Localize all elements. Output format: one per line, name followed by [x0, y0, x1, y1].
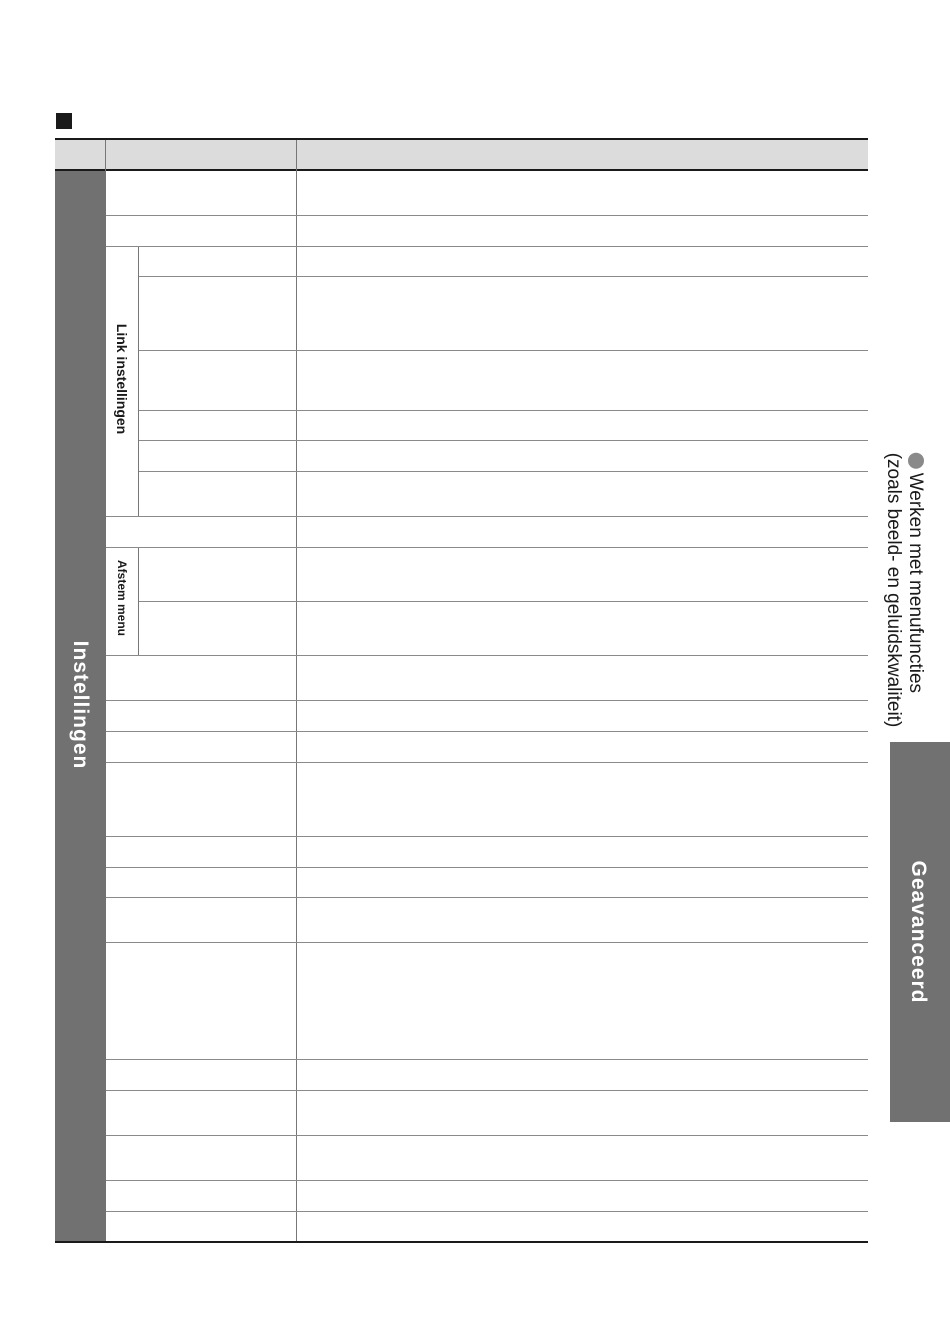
table-row-divider — [106, 1059, 868, 1060]
table-row-divider — [106, 1211, 868, 1212]
table-row-divider — [139, 601, 868, 602]
table-row-divider — [106, 215, 868, 216]
side-tab-label: Geavanceerd — [907, 860, 930, 1004]
group-label: Instellingen — [69, 640, 92, 770]
column-divider — [296, 140, 297, 1241]
page-caption — [882, 453, 926, 728]
header-cell-item — [107, 140, 296, 169]
header-cell-group — [55, 140, 106, 169]
table-row-divider — [106, 731, 868, 732]
table-row-divider — [139, 440, 868, 441]
table-row-divider — [106, 1090, 868, 1091]
bottom-rule — [55, 1241, 868, 1243]
table-row-divider — [106, 1135, 868, 1136]
caption-text-1: Werken met menufuncties — [905, 472, 926, 694]
table-row-divider — [106, 762, 868, 763]
subgroup-label-tuning: Afstem menu — [115, 559, 129, 637]
table-row-divider — [106, 867, 868, 868]
subgroup-label-link: Link instellingen — [114, 323, 130, 435]
section-marker — [56, 113, 72, 129]
table-row-divider — [106, 246, 868, 247]
table-row-divider — [106, 897, 868, 898]
table-row-divider — [106, 516, 868, 517]
subgroup-divider — [138, 247, 139, 516]
table-row-divider — [106, 655, 868, 656]
bullet-dot-icon — [908, 453, 924, 469]
table-row-divider — [139, 276, 868, 277]
table-row-divider — [106, 836, 868, 837]
header-cell-description — [297, 140, 867, 169]
table-row-divider — [106, 942, 868, 943]
table-row-divider — [139, 350, 868, 351]
caption-line-1 — [904, 453, 926, 728]
table-row-divider — [106, 700, 868, 701]
table-row-divider — [139, 471, 868, 472]
caption-line-2: (zoals beeld- en geluidskwaliteit) — [883, 452, 904, 728]
table-row-divider — [106, 547, 868, 548]
table-header — [55, 140, 868, 171]
table-row-divider — [106, 1180, 868, 1181]
table-row-divider — [139, 410, 868, 411]
